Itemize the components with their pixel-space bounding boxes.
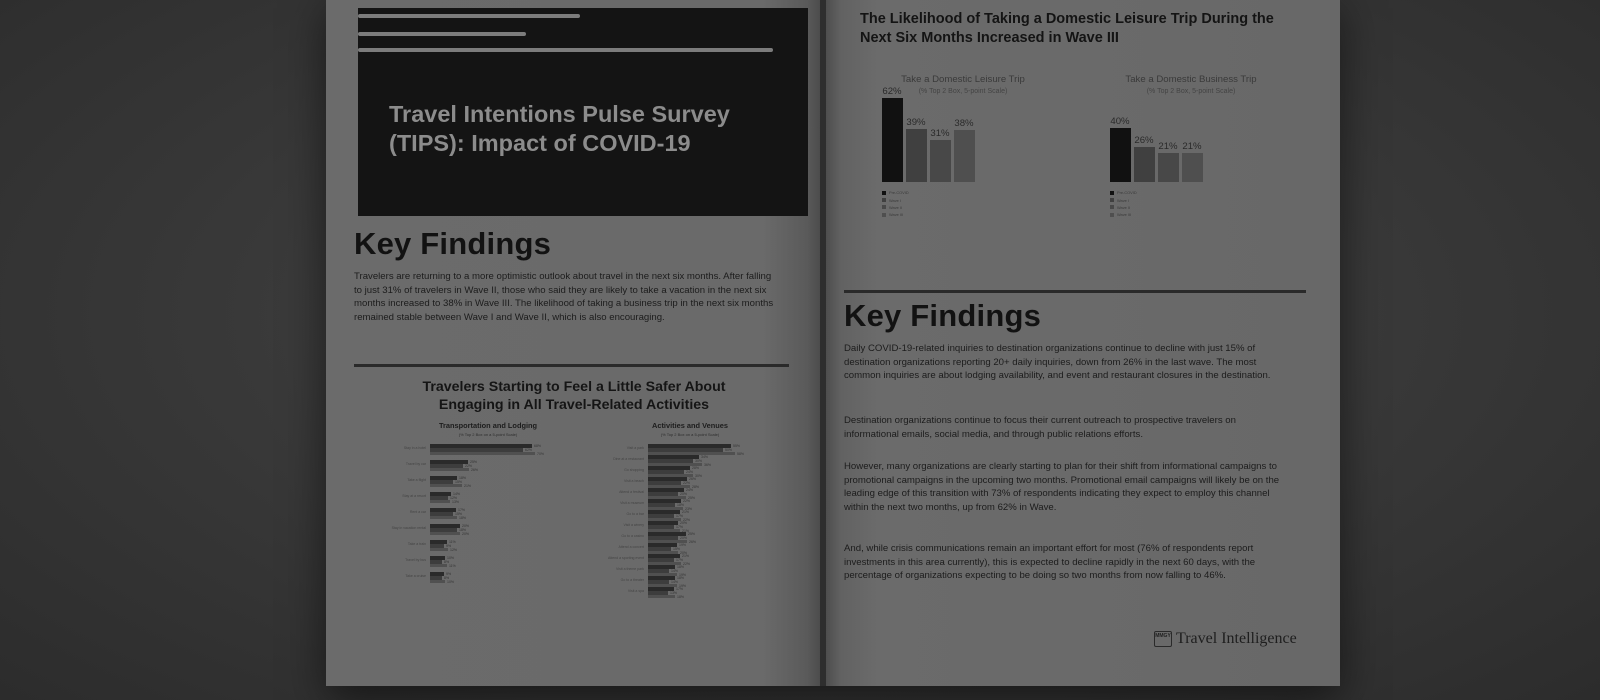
chart-row (405, 555, 580, 568)
bar-value-label: 15% (455, 511, 463, 516)
legend-swatch (1110, 198, 1114, 202)
bar-value-label: 17% (458, 507, 466, 512)
banner-rule (358, 14, 580, 18)
bar-wave-i (430, 516, 457, 519)
bar-value-label: 18% (459, 515, 467, 520)
chart-row (626, 509, 798, 522)
bar-value-label: 15% (455, 479, 463, 484)
chart-title: Take a Domestic Business Trip (1125, 74, 1257, 85)
bar-value-label: 40% (1110, 116, 1130, 127)
banner-rule (358, 48, 773, 52)
legend-label: Wave II (889, 204, 903, 210)
logo-mark: MMGY (1154, 631, 1172, 647)
activities-chart-title: Travelers Starting to Feel a Little Safer About Engaging in All Travel-Related Activities (422, 379, 726, 413)
chart-row (407, 539, 580, 552)
legend-label: Wave III (889, 212, 904, 218)
category-label: Stay in vacation rental (391, 526, 426, 530)
bar-pre-covid (1110, 128, 1131, 182)
bar-value-label: 38% (954, 118, 974, 129)
bar-wave-iii (954, 130, 975, 182)
bar-value-label: 55% (733, 443, 741, 448)
bar-value-label: 18% (459, 475, 467, 480)
bar-value-label: 17% (676, 524, 684, 529)
bar-value-label: 25% (688, 495, 696, 500)
title-banner (358, 8, 808, 216)
bar-wave-i (430, 532, 460, 535)
section-divider (354, 364, 789, 367)
bar-value-label: 19% (679, 583, 687, 588)
chart-row (627, 586, 798, 599)
bar-value-label: 30% (695, 458, 703, 463)
category-label: Visit a spa (627, 589, 644, 593)
category-label: Stay at a resort (402, 494, 426, 498)
bar-value-label: 20% (680, 520, 688, 525)
bar-value-label: 18% (677, 594, 685, 599)
category-label: Attend a festival (619, 490, 644, 494)
category-label: Stay in a hotel (403, 446, 426, 450)
bar-value-label: 19% (679, 572, 687, 577)
legend-item (882, 197, 1012, 203)
chart-row (409, 507, 580, 520)
bar-value-label: 13% (670, 590, 678, 595)
bar-value-label: 11% (449, 539, 456, 544)
left-page (326, 0, 822, 686)
legend-label: Pre-COVID (1117, 190, 1137, 196)
bar-wave-i (430, 468, 469, 471)
legend-item (1110, 190, 1240, 196)
finding-paragraph: Destination organizations continue to focus their current outreach to prospective travelers on informational emails, social media, and through public relations efforts. (844, 415, 1236, 440)
legend-item (882, 190, 1012, 196)
banner-title: Travel Intentions Pulse Survey (TIPS): Impact of COVID-19 (389, 101, 730, 156)
finding-paragraph: Daily COVID-19-related inquiries to destination organizations continue to decline with just 15% of destination organizations reporting 20+ daily inquiries, down from 26% in the last wave. The most common inquiries are about lodging availability, and event and restaurant closures in the destination. (844, 343, 1271, 382)
bar-value-label: 24% (686, 487, 694, 492)
chart-row (619, 487, 798, 500)
bar-value-label: 30% (695, 473, 703, 478)
bar-value-label: 25% (688, 531, 696, 536)
bar-value-label: 20% (462, 531, 470, 536)
legend-swatch (882, 191, 886, 195)
right-page (826, 0, 1340, 686)
bar-value-label: 20% (462, 523, 470, 528)
bar-wave-i (430, 564, 447, 567)
chart-subtitle: (% Top 2 Box, 5-point Scale) (1146, 88, 1236, 95)
legend-swatch (1110, 213, 1114, 217)
legend-label: Pre-COVID (889, 190, 909, 196)
chart-row (624, 476, 798, 489)
bar-value-label: 70% (537, 451, 545, 456)
category-label: Visit a winery (623, 523, 644, 527)
legend-swatch (882, 205, 886, 209)
legend-item (1110, 205, 1240, 211)
bar-value-label: 9% (446, 571, 452, 576)
legend-swatch (1110, 205, 1114, 209)
bar-value-label: 18% (677, 564, 685, 569)
legend-swatch (882, 213, 886, 217)
bar-value-label: 23% (685, 506, 693, 511)
category-label: Go to a bar (626, 512, 644, 516)
legend-label: Wave III (1117, 212, 1132, 218)
legend-label: Wave I (889, 197, 901, 203)
category-label: Go to a casino (621, 534, 644, 538)
bar-value-label: 8% (444, 559, 450, 564)
finding-paragraph: And, while crisis communications remain an important effort for most (76% of respondents report investments in this area currently), this is expected to decline rapidly in the next 60 days, with the percentage of organizations expecting to be doing so two months from now falling to 46%. (844, 543, 1256, 582)
bar-value-label: 17% (676, 557, 684, 562)
category-label: Visit a beach (624, 479, 644, 483)
bar-value-label: 22% (683, 480, 691, 485)
bar-wave-i (430, 500, 450, 503)
chart-row (407, 475, 580, 488)
travel-intelligence-logo (1154, 630, 1297, 648)
legend-label: Wave I (1117, 197, 1129, 203)
legend-item (882, 205, 1012, 211)
chart-row (405, 459, 580, 472)
bar-pre-covid (882, 98, 903, 182)
bar-value-label: 22% (683, 561, 691, 566)
chart-row (405, 571, 580, 584)
key-findings-text: Travelers are returning to a more optimistic outlook about travel in the next six months. After falling to just 31% of travelers in Wave II, those who said they are likely to take a vacation in the next six months increased to 38% in Wave III. The likelihood of taking a business trip in the next six months remained stable between Wave I and Wave II, which is also encouraging. (354, 271, 774, 323)
legend-swatch (882, 198, 886, 202)
chart-row (403, 443, 580, 456)
legend-item (1110, 197, 1240, 203)
bar-value-label: 20% (680, 550, 688, 555)
chart-row (616, 564, 798, 577)
bar-value-label: 19% (679, 542, 687, 547)
chart-row (621, 531, 798, 544)
bar-wave-i (430, 548, 448, 551)
bar-value-label: 12% (450, 495, 458, 500)
chart-legend (882, 190, 1012, 219)
bar-value-label: 18% (459, 527, 467, 532)
bar-value-label: 25% (470, 459, 478, 464)
chart-row (402, 491, 580, 504)
bar-value-label: 68% (534, 443, 542, 448)
bar-wave-i (430, 452, 535, 455)
bar-wave-i (430, 484, 462, 487)
category-label: Travel by car (405, 462, 426, 466)
category-label: Travel by bus (405, 558, 426, 562)
magazine-spread (326, 0, 1340, 686)
bar-wave-ii (1158, 153, 1179, 182)
bar-value-label: 22% (683, 517, 691, 522)
chart-row (626, 443, 798, 456)
chart-title: Take a Domestic Leisure Trip (901, 74, 1025, 85)
bar-value-label: 17% (676, 586, 684, 591)
chart-subtitle: (% Top 2 Box, 5-point Scale) (918, 88, 1008, 95)
bar-value-label: 11% (449, 563, 456, 568)
category-label: Take a cruise (405, 574, 426, 578)
category-label: Take a train (407, 542, 426, 546)
bar-value-label: 31% (930, 128, 950, 139)
chart-legend (1110, 190, 1240, 219)
leisure-chart-title: The Likelihood of Taking a Domestic Leisure Trip During the Next Six Months Increased in Wave III (860, 11, 1274, 46)
legend-item (882, 212, 1012, 218)
bar-value-label: 14% (453, 491, 461, 496)
chart-row (623, 520, 798, 533)
bar-value-label: 12% (450, 547, 458, 552)
bar-value-label: 28% (692, 465, 700, 470)
key-findings-heading: Key Findings (844, 298, 1042, 333)
bar-value-label: 28% (692, 484, 700, 489)
chart-row (391, 523, 580, 536)
key-findings-heading: Key Findings (354, 226, 552, 261)
panel-note-activities: (% Top 2 Box on a 5-point Scale) (660, 432, 720, 437)
bar-value-label: 21% (1158, 141, 1178, 152)
bar-value-label: 36% (704, 462, 712, 467)
bar-value-label: 21% (682, 528, 690, 533)
bar-value-label: 18% (677, 575, 685, 580)
bar-value-label: 21% (1182, 141, 1202, 152)
bar-value-label: 21% (464, 483, 472, 488)
chart-row (613, 454, 798, 467)
bar-value-label: 34% (701, 454, 709, 459)
leisure-trip-chart (868, 72, 1058, 218)
bar-value-label: 22% (465, 463, 473, 468)
panel-title-transportation: Transportation and Lodging (438, 421, 538, 430)
category-label: Visit a theme park (616, 567, 644, 571)
bar-value-label: 26% (471, 467, 479, 472)
category-label: Dine at a restaurant (613, 457, 644, 461)
bar-wave-i (906, 129, 927, 182)
category-label: Go shopping (624, 468, 644, 472)
bar-value-label: 62% (525, 447, 533, 452)
bar-value-label: 14% (671, 568, 679, 573)
finding-paragraph: However, many organizations are clearly starting to plan for their shift from informational campaigns to promotional campaigns in the upcoming two months. Promotional email campaigns will likely be on the leading edge of this transition with 73% of respondents indicating they expect to employ this channel within the next two months, up from 62% in Wave. (844, 461, 1280, 513)
bar-value-label: 20% (680, 491, 688, 496)
category-label: Take a flight (407, 478, 426, 482)
transportation-bar-chart (391, 443, 580, 594)
category-label: Visit a museum (620, 501, 644, 505)
bar-value-label: 26% (1134, 135, 1154, 146)
category-label: Go to a theater (620, 578, 644, 582)
bar-value-label: 17% (676, 513, 684, 518)
bar-value-label: 26% (689, 476, 697, 481)
bar-value-label: 13% (452, 499, 460, 504)
bar-value-label: 24% (686, 469, 694, 474)
chart-row (620, 498, 798, 511)
bar-wave-iii (1182, 153, 1203, 182)
bar-value-label: 9% (446, 543, 452, 548)
logo-text: Travel Intelligence (1176, 630, 1297, 647)
bar-value-label: 20% (680, 535, 688, 540)
bar-wave-ii (930, 140, 951, 182)
category-label: Rent a car (409, 510, 426, 514)
panel-note-transportation: (% Top 2 Box on a 5-point Scale) (458, 432, 518, 437)
chart-row (624, 465, 798, 478)
legend-swatch (1110, 191, 1114, 195)
bar-value-label: 21% (682, 509, 690, 514)
legend-label: Wave II (1117, 204, 1131, 210)
category-label: Visit a park (626, 446, 644, 450)
bar-wave-i (648, 595, 675, 598)
bar-value-label: 50% (725, 447, 733, 452)
bar-value-label: 21% (682, 553, 690, 558)
bar-value-label: 8% (444, 575, 450, 580)
bar-value-label: 62% (882, 86, 902, 97)
legend-item (1110, 212, 1240, 218)
panel-title-activities: Activities and Venues (652, 421, 728, 430)
banner-rule (358, 32, 526, 36)
business-trip-chart (1096, 72, 1286, 218)
category-label: Attend a sporting event (608, 556, 644, 560)
bar-value-label: 10% (447, 579, 455, 584)
chart-row (608, 553, 798, 566)
bar-value-label: 26% (689, 539, 697, 544)
chart-row (618, 542, 798, 555)
chart-row (620, 575, 798, 588)
bar-value-label: 18% (677, 502, 685, 507)
bar-value-label: 39% (906, 117, 926, 128)
activities-bar-chart (608, 443, 798, 599)
bar-value-label: 10% (447, 555, 455, 560)
bar-wave-i (430, 580, 445, 583)
section-divider (844, 290, 1306, 293)
category-label: Attend a concert (618, 545, 644, 549)
bar-value-label: 58% (737, 451, 745, 456)
bar-wave-i (1134, 147, 1155, 182)
bar-value-label: 14% (671, 579, 679, 584)
bar-value-label: 15% (673, 546, 681, 551)
bar-value-label: 22% (683, 498, 691, 503)
